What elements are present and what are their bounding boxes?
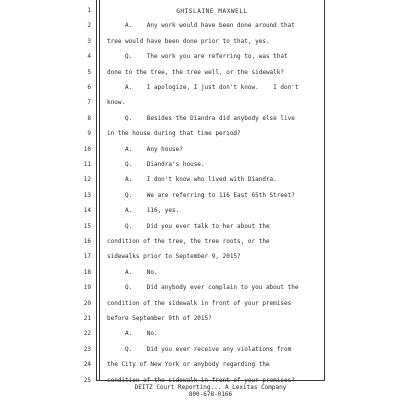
line-number: 11 — [83, 161, 91, 168]
line-text: sidewalks prior to September 9, 2015? — [107, 253, 241, 261]
transcript-line — [0, 345, 400, 355]
line-number: 7 — [87, 99, 91, 107]
line-number: 22 — [83, 330, 91, 338]
line-text: condition of the sidewalk in front of your premises — [107, 299, 292, 307]
line-number: 21 — [83, 315, 91, 322]
line-text: A. 116, yes. — [107, 207, 180, 215]
line-text: the City of New York or anybody regarding the — [107, 361, 270, 369]
line-number: 10 — [83, 145, 91, 153]
transcript-line — [0, 145, 400, 155]
transcript-line — [0, 129, 400, 139]
line-number: 1 — [87, 7, 91, 14]
line-number: 24 — [83, 361, 91, 369]
transcript-line — [0, 21, 400, 31]
line-text: in the house during that time period? — [107, 130, 241, 138]
transcript-line — [0, 191, 400, 201]
line-number: 3 — [87, 37, 91, 45]
line-text: Q. Diandra's house. — [107, 161, 205, 168]
line-text: Q. Did anybody ever complain to you about the — [107, 284, 299, 292]
transcript-line — [0, 98, 400, 108]
transcript-line — [0, 68, 400, 78]
line-number: 18 — [83, 268, 91, 276]
transcript-line — [0, 37, 400, 47]
line-number: 4 — [87, 53, 91, 61]
transcript-line — [0, 329, 400, 339]
line-text: condition of the sidewalk in front of your premises? — [107, 376, 295, 384]
line-number: 13 — [83, 191, 91, 199]
transcript-line — [0, 175, 400, 185]
line-number: 5 — [87, 68, 91, 76]
line-number: 25 — [83, 376, 91, 384]
line-text: A. No. — [107, 330, 158, 338]
transcript-line — [0, 222, 400, 232]
line-number: 17 — [83, 253, 91, 261]
footer-company: DEITZ Court Reporting... A Lexitas Company — [134, 384, 287, 391]
transcript-line — [0, 206, 400, 216]
line-number: 15 — [83, 222, 91, 230]
line-number: 20 — [83, 299, 91, 307]
line-text: A. I apologize, I just don't know. I don't — [107, 84, 299, 91]
line-number: 23 — [83, 345, 91, 353]
transcript-line — [0, 299, 400, 309]
line-number: 16 — [83, 238, 91, 245]
line-text: A. No. — [107, 268, 158, 276]
line-number: 9 — [87, 130, 91, 138]
line-number: 19 — [83, 284, 91, 292]
transcript-line — [0, 6, 400, 16]
line-text: before September 9th of 2015? — [107, 315, 212, 322]
line-text: A. Any work would have been done around that — [107, 22, 295, 30]
witness-name-header: GHISLAINE MAXWELL — [176, 8, 248, 15]
line-text: Q. Did you ever talk to her about the — [107, 222, 270, 230]
transcript-line — [0, 52, 400, 62]
line-text: condition of the tree, the tree roots, or the — [107, 238, 270, 245]
line-number: 2 — [87, 22, 91, 30]
line-text: done to the tree, the tree well, or the sidewalk? — [107, 68, 285, 76]
transcript-line — [0, 237, 400, 247]
line-number: 6 — [87, 84, 91, 91]
transcript-line — [0, 160, 400, 170]
transcript-line — [0, 83, 400, 93]
line-text: Q. Did you ever receive any violations from — [107, 345, 292, 353]
transcript-line — [0, 314, 400, 324]
line-text: Q. Besides the Diandra did anybody else live — [107, 114, 295, 122]
transcript-line — [0, 252, 400, 262]
transcript-line — [0, 268, 400, 278]
transcript-line — [0, 114, 400, 124]
transcript-line — [0, 283, 400, 293]
line-number: 14 — [83, 207, 91, 215]
transcript-line — [0, 360, 400, 370]
line-text: Q. We are referring to 116 East 65th Street? — [107, 191, 295, 199]
line-number: 8 — [87, 114, 91, 122]
line-number: 12 — [83, 176, 91, 184]
line-text: tree would have been done prior to that, yes. — [107, 37, 270, 45]
line-text: A. I don't know who lived with Diandra. — [107, 176, 277, 184]
footer-phone: 800-678-0166 — [188, 391, 233, 398]
line-text: Q. The work you are referring to, was that — [107, 53, 288, 61]
line-text: know. — [107, 99, 126, 107]
line-text: A. Any house? — [107, 145, 183, 153]
